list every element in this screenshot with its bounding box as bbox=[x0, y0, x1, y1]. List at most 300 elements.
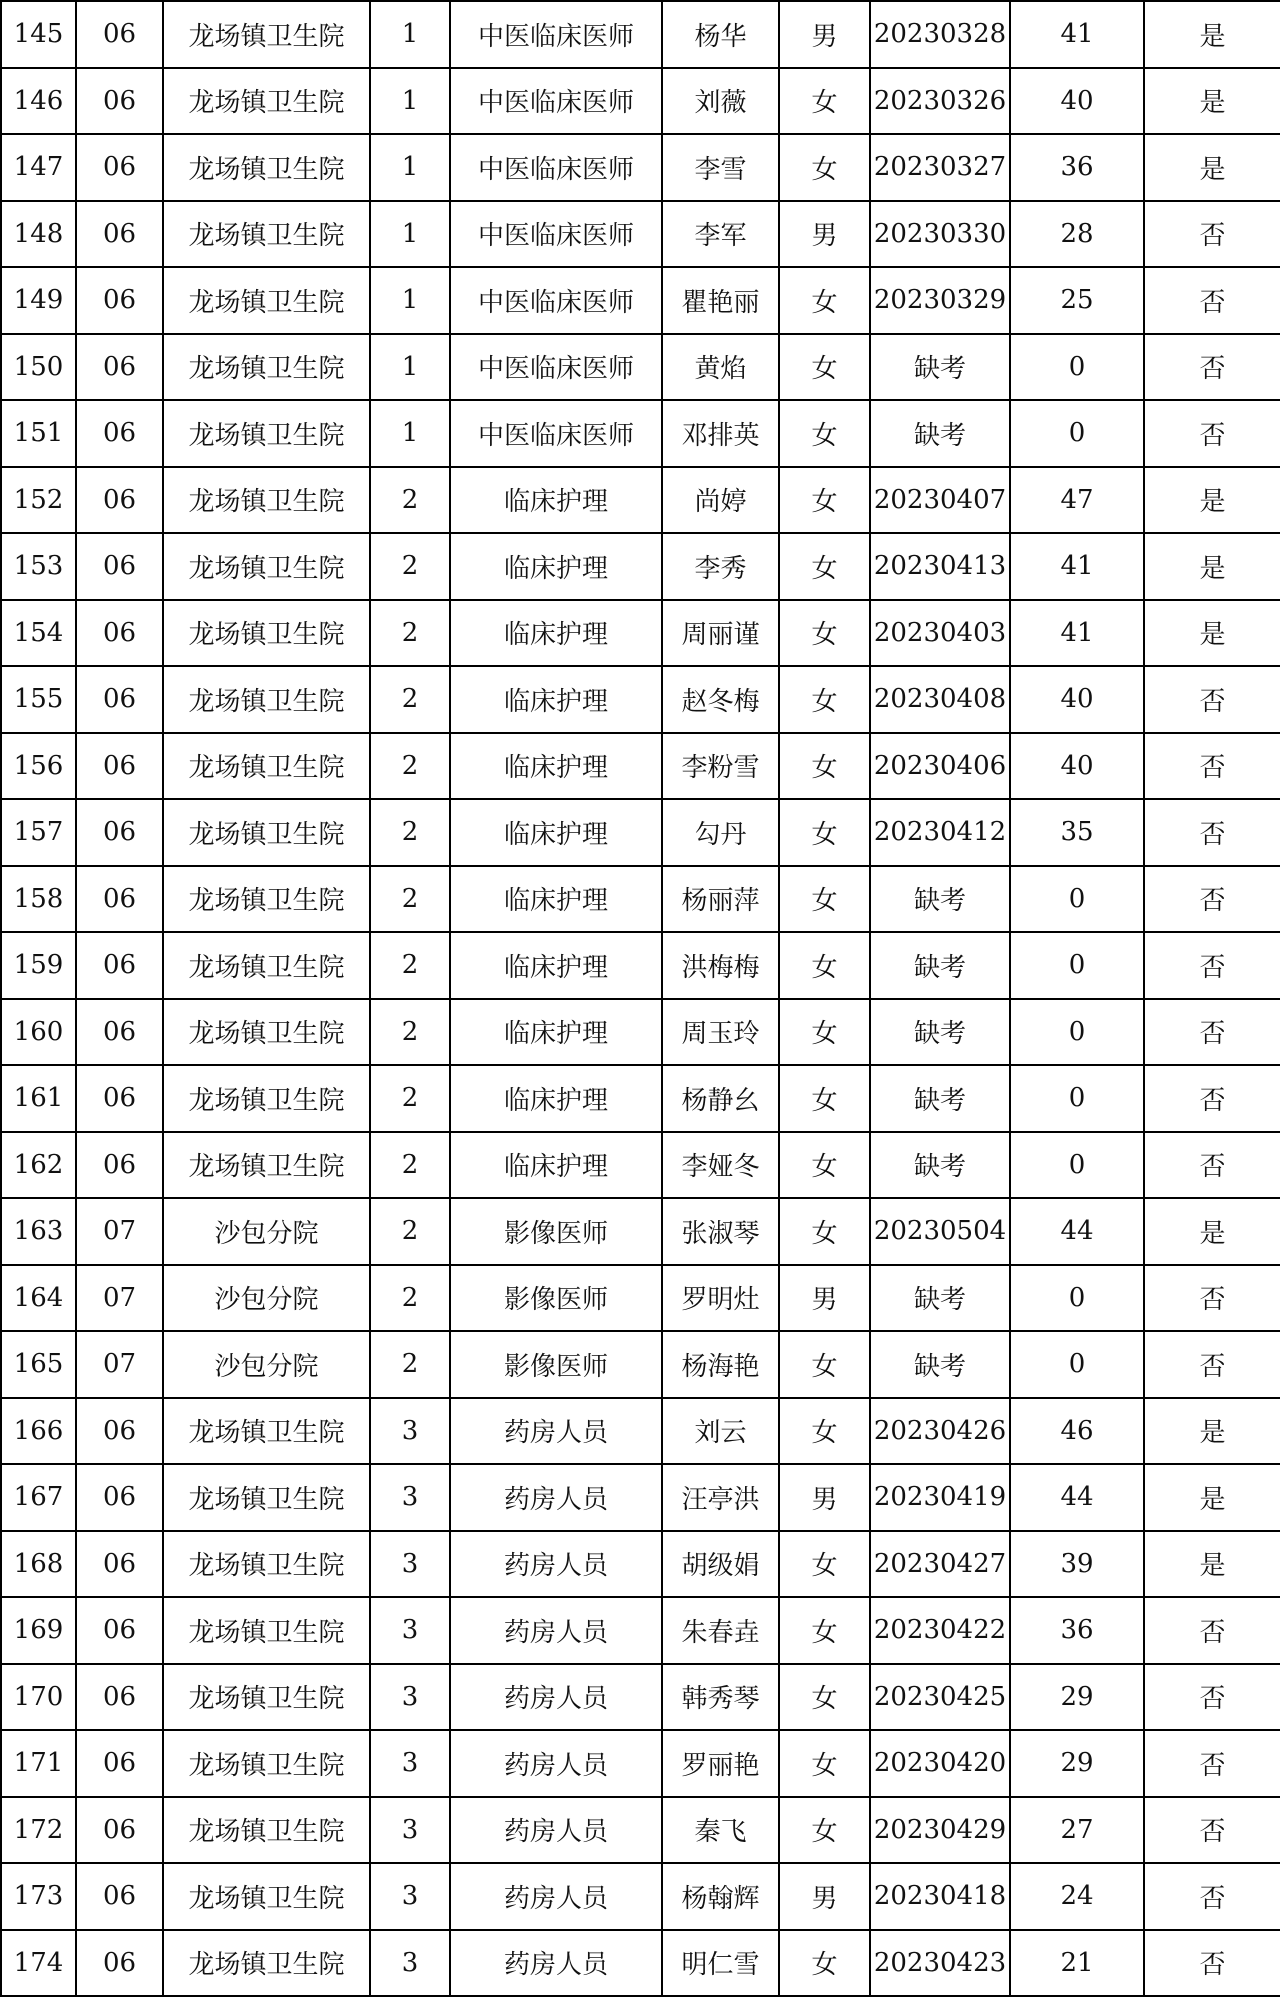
qualified-cell: 否 bbox=[1144, 334, 1280, 401]
unit-code-cell: 06 bbox=[76, 1065, 163, 1132]
qualified-cell: 是 bbox=[1144, 533, 1280, 600]
gender-cell: 女 bbox=[779, 1597, 870, 1664]
score-cell: 0 bbox=[1010, 1132, 1144, 1199]
unit-code-cell: 07 bbox=[76, 1331, 163, 1398]
position-code-cell: 2 bbox=[370, 733, 450, 800]
unit-code-cell: 06 bbox=[76, 1730, 163, 1797]
score-cell: 40 bbox=[1010, 666, 1144, 733]
name-cell: 黄焰 bbox=[662, 334, 779, 401]
ticket-number-cell: 20230504 bbox=[870, 1198, 1010, 1265]
ticket-number-cell: 20230330 bbox=[870, 201, 1010, 268]
position-name-cell: 中医临床医师 bbox=[450, 267, 662, 334]
ticket-number-cell: 20230429 bbox=[870, 1797, 1010, 1864]
ticket-number-cell: 缺考 bbox=[870, 1265, 1010, 1332]
gender-cell: 女 bbox=[779, 1331, 870, 1398]
score-cell: 29 bbox=[1010, 1664, 1144, 1731]
score-cell: 0 bbox=[1010, 999, 1144, 1066]
name-cell: 杨海艳 bbox=[662, 1331, 779, 1398]
table-row bbox=[1, 932, 1280, 999]
unit-name-cell: 龙场镇卫生院 bbox=[163, 1464, 370, 1531]
ticket-number-cell: 20230423 bbox=[870, 1930, 1010, 1997]
unit-code-cell: 06 bbox=[76, 1797, 163, 1864]
position-name-cell: 药房人员 bbox=[450, 1398, 662, 1465]
table-row bbox=[1, 1531, 1280, 1598]
score-cell: 25 bbox=[1010, 267, 1144, 334]
score-cell: 36 bbox=[1010, 134, 1144, 201]
serial-number-cell: 157 bbox=[1, 799, 76, 866]
gender-cell: 女 bbox=[779, 1132, 870, 1199]
ticket-number-cell: 20230403 bbox=[870, 600, 1010, 667]
position-name-cell: 临床护理 bbox=[450, 666, 662, 733]
gender-cell: 女 bbox=[779, 600, 870, 667]
position-code-cell: 2 bbox=[370, 932, 450, 999]
table-row bbox=[1, 267, 1280, 334]
ticket-number-cell: 20230406 bbox=[870, 733, 1010, 800]
gender-cell: 女 bbox=[779, 334, 870, 401]
score-cell: 39 bbox=[1010, 1531, 1144, 1598]
position-code-cell: 1 bbox=[370, 134, 450, 201]
unit-name-cell: 龙场镇卫生院 bbox=[163, 334, 370, 401]
qualified-cell: 是 bbox=[1144, 68, 1280, 135]
qualified-cell: 否 bbox=[1144, 1863, 1280, 1930]
gender-cell: 男 bbox=[779, 1265, 870, 1332]
position-code-cell: 2 bbox=[370, 1331, 450, 1398]
unit-name-cell: 龙场镇卫生院 bbox=[163, 467, 370, 534]
gender-cell: 女 bbox=[779, 533, 870, 600]
table-row bbox=[1, 334, 1280, 401]
unit-code-cell: 06 bbox=[76, 1863, 163, 1930]
position-code-cell: 2 bbox=[370, 666, 450, 733]
serial-number-cell: 170 bbox=[1, 1664, 76, 1731]
serial-number-cell: 163 bbox=[1, 1198, 76, 1265]
serial-number-cell: 149 bbox=[1, 267, 76, 334]
position-code-cell: 3 bbox=[370, 1664, 450, 1731]
position-code-cell: 3 bbox=[370, 1930, 450, 1997]
unit-code-cell: 06 bbox=[76, 1597, 163, 1664]
serial-number-cell: 161 bbox=[1, 1065, 76, 1132]
unit-name-cell: 龙场镇卫生院 bbox=[163, 1, 370, 68]
unit-name-cell: 龙场镇卫生院 bbox=[163, 201, 370, 268]
serial-number-cell: 148 bbox=[1, 201, 76, 268]
table-row bbox=[1, 600, 1280, 667]
unit-code-cell: 06 bbox=[76, 267, 163, 334]
serial-number-cell: 168 bbox=[1, 1531, 76, 1598]
ticket-number-cell: 20230427 bbox=[870, 1531, 1010, 1598]
qualified-cell: 是 bbox=[1144, 1, 1280, 68]
table-row bbox=[1, 1664, 1280, 1731]
position-code-cell: 3 bbox=[370, 1398, 450, 1465]
name-cell: 朱春垚 bbox=[662, 1597, 779, 1664]
qualified-cell: 否 bbox=[1144, 201, 1280, 268]
qualified-cell: 否 bbox=[1144, 799, 1280, 866]
gender-cell: 女 bbox=[779, 1664, 870, 1731]
ticket-number-cell: 20230329 bbox=[870, 267, 1010, 334]
score-cell: 40 bbox=[1010, 68, 1144, 135]
score-cell: 29 bbox=[1010, 1730, 1144, 1797]
gender-cell: 女 bbox=[779, 932, 870, 999]
table-row bbox=[1, 467, 1280, 534]
unit-name-cell: 龙场镇卫生院 bbox=[163, 733, 370, 800]
ticket-number-cell: 20230327 bbox=[870, 134, 1010, 201]
serial-number-cell: 165 bbox=[1, 1331, 76, 1398]
qualified-cell: 否 bbox=[1144, 866, 1280, 933]
qualified-cell: 否 bbox=[1144, 267, 1280, 334]
name-cell: 刘薇 bbox=[662, 68, 779, 135]
unit-name-cell: 龙场镇卫生院 bbox=[163, 267, 370, 334]
serial-number-cell: 172 bbox=[1, 1797, 76, 1864]
table-row bbox=[1, 1863, 1280, 1930]
unit-code-cell: 06 bbox=[76, 1930, 163, 1997]
gender-cell: 女 bbox=[779, 1065, 870, 1132]
unit-name-cell: 龙场镇卫生院 bbox=[163, 1531, 370, 1598]
qualified-cell: 否 bbox=[1144, 1065, 1280, 1132]
score-cell: 0 bbox=[1010, 334, 1144, 401]
qualified-cell: 否 bbox=[1144, 1132, 1280, 1199]
serial-number-cell: 173 bbox=[1, 1863, 76, 1930]
gender-cell: 女 bbox=[779, 1198, 870, 1265]
unit-code-cell: 06 bbox=[76, 666, 163, 733]
score-cell: 21 bbox=[1010, 1930, 1144, 1997]
ticket-number-cell: 缺考 bbox=[870, 400, 1010, 467]
score-cell: 0 bbox=[1010, 1065, 1144, 1132]
score-cell: 0 bbox=[1010, 866, 1144, 933]
position-code-cell: 2 bbox=[370, 600, 450, 667]
score-cell: 0 bbox=[1010, 400, 1144, 467]
gender-cell: 男 bbox=[779, 201, 870, 268]
unit-name-cell: 龙场镇卫生院 bbox=[163, 1664, 370, 1731]
position-code-cell: 1 bbox=[370, 201, 450, 268]
name-cell: 李雪 bbox=[662, 134, 779, 201]
position-name-cell: 药房人员 bbox=[450, 1863, 662, 1930]
name-cell: 李娅冬 bbox=[662, 1132, 779, 1199]
score-cell: 35 bbox=[1010, 799, 1144, 866]
position-code-cell: 3 bbox=[370, 1464, 450, 1531]
gender-cell: 女 bbox=[779, 733, 870, 800]
unit-name-cell: 龙场镇卫生院 bbox=[163, 866, 370, 933]
table-row bbox=[1, 1198, 1280, 1265]
ticket-number-cell: 20230425 bbox=[870, 1664, 1010, 1731]
table-row bbox=[1, 134, 1280, 201]
serial-number-cell: 147 bbox=[1, 134, 76, 201]
position-name-cell: 中医临床医师 bbox=[450, 1, 662, 68]
serial-number-cell: 150 bbox=[1, 334, 76, 401]
score-cell: 28 bbox=[1010, 201, 1144, 268]
qualified-cell: 否 bbox=[1144, 1797, 1280, 1864]
serial-number-cell: 162 bbox=[1, 1132, 76, 1199]
serial-number-cell: 174 bbox=[1, 1930, 76, 1997]
table-row bbox=[1, 68, 1280, 135]
unit-name-cell: 龙场镇卫生院 bbox=[163, 1730, 370, 1797]
unit-name-cell: 龙场镇卫生院 bbox=[163, 1930, 370, 1997]
unit-code-cell: 06 bbox=[76, 1132, 163, 1199]
unit-code-cell: 06 bbox=[76, 533, 163, 600]
serial-number-cell: 166 bbox=[1, 1398, 76, 1465]
gender-cell: 女 bbox=[779, 999, 870, 1066]
serial-number-cell: 160 bbox=[1, 999, 76, 1066]
ticket-number-cell: 20230326 bbox=[870, 68, 1010, 135]
score-cell: 0 bbox=[1010, 932, 1144, 999]
serial-number-cell: 156 bbox=[1, 733, 76, 800]
qualified-cell: 是 bbox=[1144, 1198, 1280, 1265]
name-cell: 胡级娟 bbox=[662, 1531, 779, 1598]
position-name-cell: 临床护理 bbox=[450, 799, 662, 866]
qualified-cell: 是 bbox=[1144, 1398, 1280, 1465]
position-code-cell: 2 bbox=[370, 1265, 450, 1332]
unit-name-cell: 龙场镇卫生院 bbox=[163, 1597, 370, 1664]
position-name-cell: 临床护理 bbox=[450, 467, 662, 534]
name-cell: 洪梅梅 bbox=[662, 932, 779, 999]
position-name-cell: 中医临床医师 bbox=[450, 400, 662, 467]
unit-code-cell: 06 bbox=[76, 1464, 163, 1531]
position-name-cell: 临床护理 bbox=[450, 733, 662, 800]
qualified-cell: 是 bbox=[1144, 1464, 1280, 1531]
serial-number-cell: 146 bbox=[1, 68, 76, 135]
name-cell: 李粉雪 bbox=[662, 733, 779, 800]
ticket-number-cell: 20230422 bbox=[870, 1597, 1010, 1664]
unit-code-cell: 06 bbox=[76, 733, 163, 800]
position-code-cell: 3 bbox=[370, 1531, 450, 1598]
serial-number-cell: 155 bbox=[1, 666, 76, 733]
score-cell: 41 bbox=[1010, 600, 1144, 667]
unit-code-cell: 06 bbox=[76, 932, 163, 999]
table-row bbox=[1, 866, 1280, 933]
table-row bbox=[1, 1930, 1280, 1997]
unit-name-cell: 龙场镇卫生院 bbox=[163, 1132, 370, 1199]
ticket-number-cell: 20230419 bbox=[870, 1464, 1010, 1531]
table-row bbox=[1, 1797, 1280, 1864]
position-code-cell: 3 bbox=[370, 1797, 450, 1864]
qualified-cell: 是 bbox=[1144, 1531, 1280, 1598]
gender-cell: 女 bbox=[779, 1730, 870, 1797]
unit-name-cell: 龙场镇卫生院 bbox=[163, 68, 370, 135]
qualified-cell: 否 bbox=[1144, 932, 1280, 999]
gender-cell: 女 bbox=[779, 267, 870, 334]
gender-cell: 男 bbox=[779, 1863, 870, 1930]
position-name-cell: 临床护理 bbox=[450, 866, 662, 933]
position-name-cell: 影像医师 bbox=[450, 1198, 662, 1265]
position-name-cell: 药房人员 bbox=[450, 1930, 662, 1997]
name-cell: 瞿艳丽 bbox=[662, 267, 779, 334]
position-code-cell: 2 bbox=[370, 533, 450, 600]
table-row bbox=[1, 1597, 1280, 1664]
qualified-cell: 是 bbox=[1144, 467, 1280, 534]
position-code-cell: 1 bbox=[370, 267, 450, 334]
unit-name-cell: 沙包分院 bbox=[163, 1265, 370, 1332]
qualified-cell: 否 bbox=[1144, 1930, 1280, 1997]
position-code-cell: 2 bbox=[370, 1132, 450, 1199]
qualified-cell: 否 bbox=[1144, 1331, 1280, 1398]
position-name-cell: 中医临床医师 bbox=[450, 68, 662, 135]
name-cell: 邓排英 bbox=[662, 400, 779, 467]
score-cell: 0 bbox=[1010, 1331, 1144, 1398]
position-name-cell: 影像医师 bbox=[450, 1265, 662, 1332]
unit-name-cell: 沙包分院 bbox=[163, 1198, 370, 1265]
position-code-cell: 3 bbox=[370, 1730, 450, 1797]
unit-code-cell: 06 bbox=[76, 201, 163, 268]
unit-code-cell: 06 bbox=[76, 467, 163, 534]
table-row bbox=[1, 666, 1280, 733]
ticket-number-cell: 20230426 bbox=[870, 1398, 1010, 1465]
unit-name-cell: 龙场镇卫生院 bbox=[163, 666, 370, 733]
serial-number-cell: 158 bbox=[1, 866, 76, 933]
qualified-cell: 否 bbox=[1144, 1265, 1280, 1332]
position-name-cell: 中医临床医师 bbox=[450, 134, 662, 201]
gender-cell: 女 bbox=[779, 799, 870, 866]
table-body bbox=[1, 1, 1280, 1996]
qualified-cell: 是 bbox=[1144, 600, 1280, 667]
unit-name-cell: 龙场镇卫生院 bbox=[163, 1398, 370, 1465]
table-row bbox=[1, 1065, 1280, 1132]
score-cell: 46 bbox=[1010, 1398, 1144, 1465]
ticket-number-cell: 20230420 bbox=[870, 1730, 1010, 1797]
score-cell: 41 bbox=[1010, 533, 1144, 600]
score-cell: 0 bbox=[1010, 1265, 1144, 1332]
score-cell: 41 bbox=[1010, 1, 1144, 68]
position-code-cell: 2 bbox=[370, 999, 450, 1066]
ticket-number-cell: 20230413 bbox=[870, 533, 1010, 600]
gender-cell: 女 bbox=[779, 400, 870, 467]
name-cell: 秦飞 bbox=[662, 1797, 779, 1864]
name-cell: 杨翰辉 bbox=[662, 1863, 779, 1930]
serial-number-cell: 153 bbox=[1, 533, 76, 600]
table-row bbox=[1, 1, 1280, 68]
qualified-cell: 否 bbox=[1144, 666, 1280, 733]
unit-code-cell: 06 bbox=[76, 134, 163, 201]
position-code-cell: 1 bbox=[370, 334, 450, 401]
qualified-cell: 是 bbox=[1144, 134, 1280, 201]
position-name-cell: 影像医师 bbox=[450, 1331, 662, 1398]
position-name-cell: 临床护理 bbox=[450, 1132, 662, 1199]
score-cell: 24 bbox=[1010, 1863, 1144, 1930]
unit-name-cell: 龙场镇卫生院 bbox=[163, 799, 370, 866]
gender-cell: 女 bbox=[779, 1930, 870, 1997]
ticket-number-cell: 缺考 bbox=[870, 1065, 1010, 1132]
table-row bbox=[1, 799, 1280, 866]
name-cell: 赵冬梅 bbox=[662, 666, 779, 733]
ticket-number-cell: 缺考 bbox=[870, 932, 1010, 999]
score-cell: 40 bbox=[1010, 733, 1144, 800]
table-row bbox=[1, 1464, 1280, 1531]
ticket-number-cell: 缺考 bbox=[870, 866, 1010, 933]
unit-name-cell: 沙包分院 bbox=[163, 1331, 370, 1398]
unit-code-cell: 06 bbox=[76, 799, 163, 866]
unit-code-cell: 06 bbox=[76, 1531, 163, 1598]
name-cell: 汪亭洪 bbox=[662, 1464, 779, 1531]
ticket-number-cell: 缺考 bbox=[870, 999, 1010, 1066]
position-name-cell: 临床护理 bbox=[450, 932, 662, 999]
qualified-cell: 否 bbox=[1144, 400, 1280, 467]
position-code-cell: 2 bbox=[370, 799, 450, 866]
table-row bbox=[1, 999, 1280, 1066]
ticket-number-cell: 缺考 bbox=[870, 1331, 1010, 1398]
unit-code-cell: 06 bbox=[76, 1664, 163, 1731]
unit-name-cell: 龙场镇卫生院 bbox=[163, 533, 370, 600]
ticket-number-cell: 20230407 bbox=[870, 467, 1010, 534]
position-code-cell: 1 bbox=[370, 1, 450, 68]
position-name-cell: 临床护理 bbox=[450, 533, 662, 600]
serial-number-cell: 169 bbox=[1, 1597, 76, 1664]
position-name-cell: 药房人员 bbox=[450, 1531, 662, 1598]
serial-number-cell: 145 bbox=[1, 1, 76, 68]
score-cell: 44 bbox=[1010, 1464, 1144, 1531]
serial-number-cell: 151 bbox=[1, 400, 76, 467]
position-name-cell: 临床护理 bbox=[450, 999, 662, 1066]
table-row bbox=[1, 400, 1280, 467]
unit-code-cell: 06 bbox=[76, 1398, 163, 1465]
unit-code-cell: 06 bbox=[76, 999, 163, 1066]
table-row bbox=[1, 533, 1280, 600]
gender-cell: 女 bbox=[779, 68, 870, 135]
position-name-cell: 药房人员 bbox=[450, 1730, 662, 1797]
unit-code-cell: 07 bbox=[76, 1265, 163, 1332]
name-cell: 周玉玲 bbox=[662, 999, 779, 1066]
serial-number-cell: 164 bbox=[1, 1265, 76, 1332]
name-cell: 罗丽艳 bbox=[662, 1730, 779, 1797]
position-code-cell: 2 bbox=[370, 467, 450, 534]
name-cell: 李秀 bbox=[662, 533, 779, 600]
serial-number-cell: 159 bbox=[1, 932, 76, 999]
name-cell: 韩秀琴 bbox=[662, 1664, 779, 1731]
name-cell: 杨静幺 bbox=[662, 1065, 779, 1132]
gender-cell: 女 bbox=[779, 666, 870, 733]
position-name-cell: 药房人员 bbox=[450, 1664, 662, 1731]
ticket-number-cell: 20230408 bbox=[870, 666, 1010, 733]
score-cell: 36 bbox=[1010, 1597, 1144, 1664]
name-cell: 周丽谨 bbox=[662, 600, 779, 667]
ticket-number-cell: 20230328 bbox=[870, 1, 1010, 68]
score-cell: 44 bbox=[1010, 1198, 1144, 1265]
ticket-number-cell: 缺考 bbox=[870, 1132, 1010, 1199]
table-row bbox=[1, 1265, 1280, 1332]
gender-cell: 女 bbox=[779, 1797, 870, 1864]
name-cell: 勾丹 bbox=[662, 799, 779, 866]
name-cell: 李军 bbox=[662, 201, 779, 268]
position-name-cell: 临床护理 bbox=[450, 600, 662, 667]
position-name-cell: 药房人员 bbox=[450, 1464, 662, 1531]
position-code-cell: 1 bbox=[370, 68, 450, 135]
unit-code-cell: 06 bbox=[76, 68, 163, 135]
position-name-cell: 中医临床医师 bbox=[450, 334, 662, 401]
name-cell: 张淑琴 bbox=[662, 1198, 779, 1265]
table-row bbox=[1, 1132, 1280, 1199]
serial-number-cell: 154 bbox=[1, 600, 76, 667]
ticket-number-cell: 20230412 bbox=[870, 799, 1010, 866]
score-cell: 47 bbox=[1010, 467, 1144, 534]
unit-code-cell: 06 bbox=[76, 600, 163, 667]
name-cell: 罗明灶 bbox=[662, 1265, 779, 1332]
name-cell: 尚婷 bbox=[662, 467, 779, 534]
table-row bbox=[1, 1730, 1280, 1797]
serial-number-cell: 171 bbox=[1, 1730, 76, 1797]
unit-name-cell: 龙场镇卫生院 bbox=[163, 600, 370, 667]
gender-cell: 女 bbox=[779, 134, 870, 201]
unit-name-cell: 龙场镇卫生院 bbox=[163, 1863, 370, 1930]
unit-code-cell: 07 bbox=[76, 1198, 163, 1265]
gender-cell: 女 bbox=[779, 1398, 870, 1465]
unit-name-cell: 龙场镇卫生院 bbox=[163, 400, 370, 467]
unit-name-cell: 龙场镇卫生院 bbox=[163, 134, 370, 201]
unit-code-cell: 06 bbox=[76, 400, 163, 467]
name-cell: 杨华 bbox=[662, 1, 779, 68]
unit-name-cell: 龙场镇卫生院 bbox=[163, 1797, 370, 1864]
table-row bbox=[1, 1331, 1280, 1398]
qualified-cell: 否 bbox=[1144, 733, 1280, 800]
gender-cell: 女 bbox=[779, 866, 870, 933]
gender-cell: 女 bbox=[779, 467, 870, 534]
table-row bbox=[1, 733, 1280, 800]
position-code-cell: 1 bbox=[370, 400, 450, 467]
position-code-cell: 2 bbox=[370, 866, 450, 933]
